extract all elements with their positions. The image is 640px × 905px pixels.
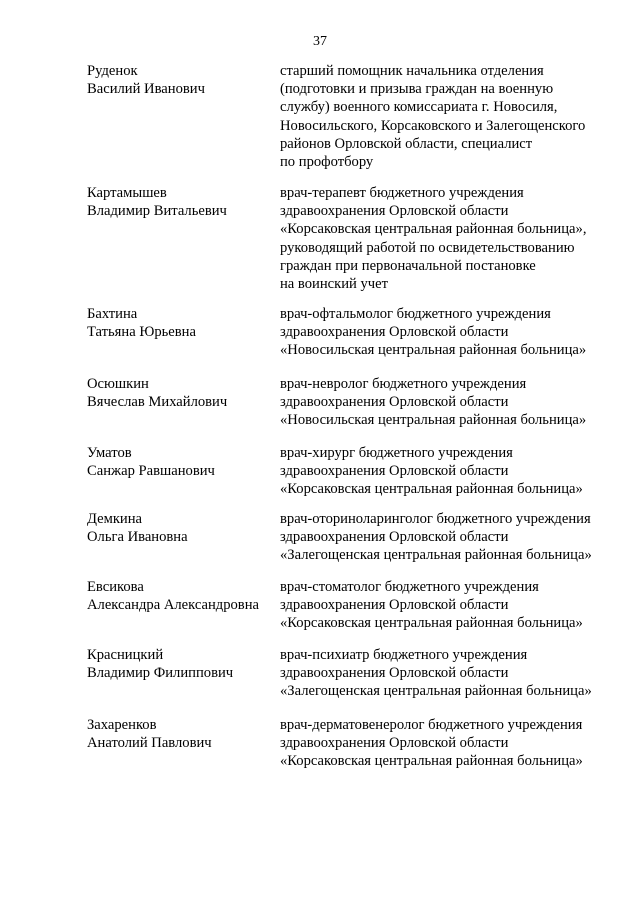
role-line: врач-терапевт бюджетного учреждения [280, 185, 524, 201]
role-line: (подготовки и призыва граждан на военную [280, 81, 554, 98]
role-description [280, 716, 610, 771]
role-line: здравоохранения Орловской области [280, 735, 509, 752]
role-line: здравоохранения Орловской области [280, 665, 509, 682]
role-line: врач-психиатр бюджетного учреждения [280, 647, 528, 663]
role-line: врач-оториноларинголог бюджетного учреждения [280, 511, 591, 527]
surname: Осюшкин [87, 376, 149, 392]
role-line: здравоохранения Орловской области [280, 463, 509, 480]
person-name [87, 578, 277, 614]
role-line: «Корсаковская центральная районная больница», [280, 221, 587, 238]
role-line: старший помощник начальника отделения [280, 63, 544, 79]
role-line: врач-стоматолог бюджетного учреждения [280, 579, 539, 595]
person-name [87, 716, 277, 752]
role-description [280, 510, 610, 565]
surname: Захаренков [87, 717, 157, 733]
role-description [280, 375, 610, 430]
given-name: Вячеслав Михайлович [87, 394, 228, 411]
given-name: Владимир Витальевич [87, 203, 227, 220]
given-name: Василий Иванович [87, 81, 205, 98]
role-line: районов Орловской области, специалист [280, 135, 533, 152]
role-line: на воинский учет [280, 276, 388, 293]
role-description [280, 305, 610, 360]
role-line: службу) военного комиссариата г. Новосиля, [280, 99, 558, 116]
role-line: врач-дерматовенеролог бюджетного учреждения [280, 717, 583, 733]
surname: Бахтина [87, 306, 138, 322]
person-name [87, 510, 277, 546]
role-line: здравоохранения Орловской области [280, 394, 509, 411]
person-name [87, 62, 277, 98]
surname: Демкина [87, 511, 143, 527]
role-line: здравоохранения Орловской области [280, 597, 509, 614]
given-name: Санжар Равшанович [87, 463, 215, 480]
role-line: «Корсаковская центральная районная больница» [280, 481, 583, 498]
role-line: по профотбору [280, 154, 374, 171]
role-line: «Корсаковская центральная районная больница» [280, 615, 583, 632]
role-line: «Корсаковская центральная районная больница» [280, 753, 583, 770]
role-line: «Новосильская центральная районная больница» [280, 412, 587, 429]
role-line: здравоохранения Орловской области [280, 203, 509, 220]
role-line: Новосильского, Корсаковского и Залегощенского [280, 117, 586, 134]
person-name [87, 646, 277, 682]
role-description [280, 646, 610, 701]
role-line: «Новосильская центральная районная больница» [280, 342, 587, 359]
surname: Евсикова [87, 579, 144, 595]
role-description [280, 444, 610, 499]
surname: Картамышев [87, 185, 167, 201]
role-line: руководящий работой по освидетельствованию [280, 239, 575, 256]
role-description [280, 62, 610, 171]
role-line: здравоохранения Орловской области [280, 529, 509, 546]
role-description [280, 578, 610, 633]
role-line: здравоохранения Орловской области [280, 324, 509, 341]
role-line: врач-невролог бюджетного учреждения [280, 376, 527, 392]
surname: Красницкий [87, 647, 164, 663]
role-line: «Залегощенская центральная районная больница» [280, 547, 592, 564]
role-description [280, 184, 610, 293]
given-name: Татьяна Юрьевна [87, 324, 196, 341]
given-name: Анатолий Павлович [87, 735, 212, 752]
role-line: «Залегощенская центральная районная больница» [280, 683, 592, 700]
given-name: Владимир Филиппович [87, 665, 234, 682]
role-line: граждан при первоначальной постановке [280, 257, 536, 274]
role-line: врач-хирург бюджетного учреждения [280, 445, 513, 461]
page-number: 37 [313, 34, 327, 49]
person-name [87, 375, 277, 411]
role-line: врач-офтальмолог бюджетного учреждения [280, 306, 551, 322]
person-name [87, 305, 277, 341]
surname: Уматов [87, 445, 132, 461]
given-name: Александра Александровна [87, 597, 259, 614]
surname: Руденок [87, 63, 138, 79]
person-name [87, 444, 277, 480]
person-name [87, 184, 277, 220]
given-name: Ольга Ивановна [87, 529, 188, 546]
